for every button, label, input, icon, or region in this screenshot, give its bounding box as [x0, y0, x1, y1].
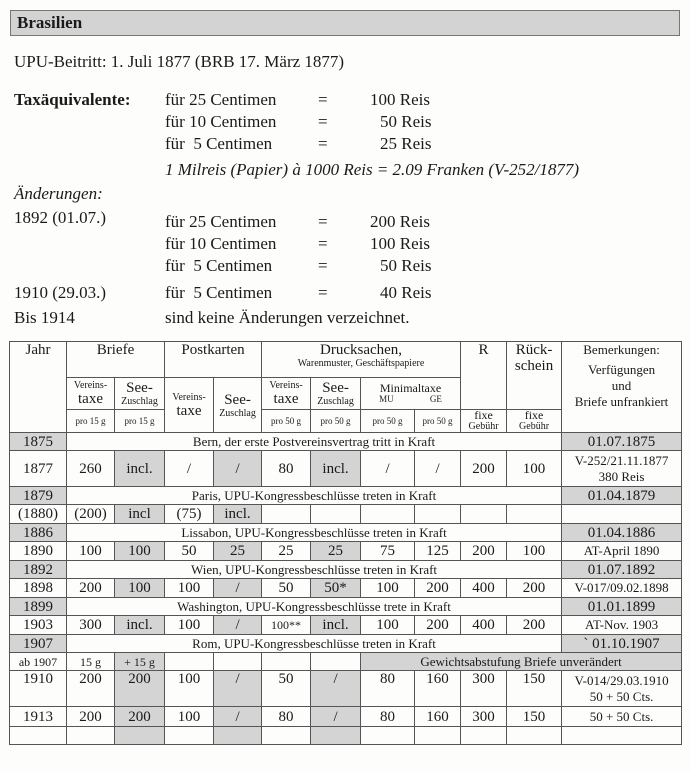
th-ge: GE [429, 394, 442, 404]
cell-bem: AT-April 1890 [562, 542, 682, 561]
until-label: Bis 1914 [14, 308, 75, 327]
cell-value: + 15 g [115, 653, 165, 671]
th-bemerkungen [562, 342, 682, 433]
th-rueck-1: Rück- [515, 342, 553, 358]
cell-value: 200 [507, 579, 562, 598]
cell-year: 1886 [10, 524, 67, 542]
cell-bem: 01.07.1892 [562, 561, 682, 579]
cell-value: / [311, 671, 361, 707]
th-r-fixe-2: Gebühr [468, 421, 499, 432]
th-drucksachen-title: Drucksachen, [320, 342, 403, 358]
cell-value: 100 [67, 542, 115, 561]
cell-empty [67, 727, 115, 745]
section-header [10, 10, 680, 36]
cell-value: 75 [361, 542, 415, 561]
cell-bem: 01.01.1899 [562, 598, 682, 616]
th-briefe: Briefe [67, 342, 165, 378]
th-r-fixe-1: fixe [474, 409, 493, 422]
th-pvt-1: Vereins- [172, 391, 206, 403]
cell-bem-1: V-252/21.11.1877 [574, 452, 669, 468]
th-rs-fixe-2: Gebühr [519, 421, 550, 432]
th-r-fixe [461, 410, 507, 433]
cell-value: incl. [115, 616, 165, 635]
cell-year: 1903 [10, 616, 67, 635]
th-bem-1: Bemerkungen: [583, 342, 660, 357]
cell-value: 80 [361, 671, 415, 707]
cell-value: 100 [507, 451, 562, 487]
change-val: 200 Reis [370, 212, 430, 231]
change-date: 1910 (29.03.) [14, 283, 107, 302]
cell-value: / [415, 451, 461, 487]
cell-value: 100 [165, 616, 214, 635]
cell-value: 80 [262, 451, 311, 487]
cell-empty [562, 727, 682, 745]
cell-value: 50 [262, 671, 311, 707]
th-mu: MU [379, 394, 394, 404]
table-row [10, 487, 682, 505]
th-pro15: pro 15 g [115, 410, 165, 433]
exchange-note: 1 Milreis (Papier) à 1000 Reis = 2.09 Franken (V-252/1877) [165, 160, 580, 179]
cell-value: 100 [507, 542, 562, 561]
th-minimaltaxe [361, 378, 461, 410]
cell-event: Lissabon, UPU-Kongressbeschlüsse treten in Kraft [67, 524, 562, 542]
tax-val: 50 Reis [380, 112, 432, 131]
table-row [10, 579, 682, 598]
cell-bem: 50 + 50 Cts. [562, 707, 682, 727]
cell-event: Rom, UPU-Kongressbeschlüsse treten in Kraft [67, 635, 562, 653]
tax-val: 100 Reis [370, 90, 430, 109]
cell-empty [562, 505, 682, 524]
table-row [10, 505, 682, 524]
cell-value: 50 [262, 579, 311, 598]
tax-label: Taxäquivalente: [14, 90, 131, 109]
th-bem-3: und [611, 378, 632, 393]
table-row [10, 635, 682, 653]
th-bem-2: Verfügungen [587, 362, 656, 377]
cell-value: 25 [214, 542, 262, 561]
change-val: 100 Reis [370, 234, 430, 253]
cell-empty [10, 727, 67, 745]
cell-event: Bern, der erste Postvereinsvertrag tritt in Kraft [67, 433, 562, 451]
th-pro50: pro 50 g [415, 410, 461, 433]
th-rueck-2: schein [514, 358, 554, 374]
change-fuer: für 25 Centimen [165, 212, 277, 231]
table-row [10, 727, 682, 745]
cell-value: 50* [311, 579, 361, 598]
cell-empty [262, 505, 311, 524]
change-val: 40 Reis [380, 283, 432, 302]
cell-year: 1910 [10, 671, 67, 707]
table-row [10, 707, 682, 727]
cell-year: 1899 [10, 598, 67, 616]
cell-value: 100 [165, 579, 214, 598]
cell-value: 50 [165, 542, 214, 561]
tax-val: 25 Reis [380, 134, 432, 153]
cell-value: incl. [115, 451, 165, 487]
th-bem-4: Briefe unfrankiert [574, 394, 669, 409]
cell-value: 200 [115, 707, 165, 727]
cell-value: 200 [67, 707, 115, 727]
postal-rates-table [9, 341, 682, 745]
cell-bem: 01.07.1875 [562, 433, 682, 451]
cell-value: / [214, 671, 262, 707]
cell-empty [311, 505, 361, 524]
cell-value: 25 [262, 542, 311, 561]
change-fuer: für 5 Centimen [165, 256, 273, 275]
table-row [10, 542, 682, 561]
cell-bem-1: V-014/29.03.1910 [574, 672, 669, 688]
th-postkarten: Postkarten [165, 342, 262, 378]
upu-entry: UPU-Beitritt: 1. Juli 1877 (BRB 17. März 1877) [14, 52, 345, 71]
th-pro50: pro 50 g [311, 410, 361, 433]
cell-value: / [214, 616, 262, 635]
th-ds-vereinstaxe [262, 378, 311, 410]
th-psz-2: Zuschlag [219, 407, 256, 419]
cell-bem [562, 451, 682, 487]
cell-bem: 01.04.1886 [562, 524, 682, 542]
th-rueckschein [507, 342, 562, 410]
th-pro50: pro 50 g [262, 410, 311, 433]
th-drucksachen-sub: Warenmuster, Geschäftspapiere [297, 358, 425, 369]
tax-eq: = [318, 134, 328, 153]
th-dsz-2: Zuschlag [317, 396, 354, 407]
tax-fuer: für 10 Centimen [165, 112, 277, 131]
cell-value: (75) [165, 505, 214, 524]
cell-year: 1879 [10, 487, 67, 505]
cell-value: / [214, 579, 262, 598]
table-row [10, 451, 682, 487]
th-pro15: pro 15 g [67, 410, 115, 433]
th-seezuschlag [115, 378, 165, 410]
cell-year: ab 1907 [10, 653, 67, 671]
th-pro50: pro 50 g [361, 410, 415, 433]
th-sz-2: Zuschlag [121, 396, 158, 407]
th-vt-2: taxe [78, 391, 103, 407]
change-val: 50 Reis [380, 256, 432, 275]
tax-fuer: für 5 Centimen [165, 134, 273, 153]
cell-event: Washington, UPU-Kongressbeschlüsse trete in Kraft [67, 598, 562, 616]
cell-value: 300 [461, 707, 507, 727]
cell-note: Gewichtsabstufung Briefe unverändert [361, 653, 682, 671]
th-rs-fixe-1: fixe [524, 409, 544, 422]
cell-value: 200 [415, 616, 461, 635]
cell-value: 100 [361, 616, 415, 635]
cell-bem: V-017/09.02.1898 [562, 579, 682, 598]
th-jahr: Jahr [10, 342, 67, 433]
cell-empty [165, 653, 214, 671]
cell-event: Wien, UPU-Kongressbeschlüsse treten in Kraft [67, 561, 562, 579]
cell-year: 1875 [10, 433, 67, 451]
table-row [10, 598, 682, 616]
cell-value: incl. [214, 505, 262, 524]
cell-bem-2: 380 Reis [598, 468, 645, 484]
cell-value: 150 [507, 671, 562, 707]
cell-value: (200) [67, 505, 115, 524]
cell-value: 200 [507, 616, 562, 635]
cell-value: 400 [461, 579, 507, 598]
cell-value: 100** [262, 616, 311, 635]
change-eq: = [318, 234, 328, 253]
th-rs-fixe [507, 410, 562, 433]
th-ds-seezuschlag [311, 378, 361, 410]
change-eq: = [318, 256, 328, 275]
cell-value: incl. [311, 451, 361, 487]
cell-empty [361, 505, 415, 524]
until-text: sind keine Änderungen verzeichnet. [165, 308, 410, 327]
th-pk-vereinstaxe [165, 378, 214, 433]
cell-value: / [165, 451, 214, 487]
cell-empty [361, 727, 415, 745]
cell-empty [415, 727, 461, 745]
cell-empty [214, 653, 262, 671]
table-row [10, 561, 682, 579]
table-row [10, 433, 682, 451]
tax-eq: = [318, 112, 328, 131]
cell-empty [311, 727, 361, 745]
cell-value: 80 [361, 707, 415, 727]
cell-value: 300 [461, 671, 507, 707]
tax-fuer: für 25 Centimen [165, 90, 277, 109]
change-fuer: für 5 Centimen [165, 283, 273, 302]
cell-value: / [214, 451, 262, 487]
cell-value: 25 [311, 542, 361, 561]
cell-value: 200 [67, 671, 115, 707]
th-min-1: Minimaltaxe [379, 381, 442, 395]
change-eq: = [318, 283, 328, 302]
cell-value: 300 [67, 616, 115, 635]
cell-value: 150 [507, 707, 562, 727]
th-vereinstaxe [67, 378, 115, 410]
cell-year: 1892 [10, 561, 67, 579]
change-date: 1892 (01.07.) [14, 208, 107, 227]
cell-empty [507, 505, 562, 524]
cell-empty [262, 653, 311, 671]
table-row [10, 616, 682, 635]
cell-value: / [214, 707, 262, 727]
cell-bem: AT-Nov. 1903 [562, 616, 682, 635]
cell-empty [262, 727, 311, 745]
cell-value: 100 [115, 542, 165, 561]
cell-empty [507, 727, 562, 745]
cell-bem-2: 50 + 50 Cts. [589, 688, 654, 704]
th-r: R [461, 342, 507, 410]
change-fuer: für 10 Centimen [165, 234, 277, 253]
cell-bem: 01.04.1879 [562, 487, 682, 505]
cell-value: 400 [461, 616, 507, 635]
cell-value: incl [115, 505, 165, 524]
cell-empty [461, 727, 507, 745]
cell-value: 100 [361, 579, 415, 598]
th-dvt-1: Vereins- [269, 380, 303, 391]
cell-empty [415, 505, 461, 524]
th-psz-1: See- [224, 391, 251, 408]
th-pk-seezuschlag [214, 378, 262, 433]
cell-value: / [361, 451, 415, 487]
cell-value: 100 [165, 707, 214, 727]
cell-value: 100 [115, 579, 165, 598]
cell-value: 260 [67, 451, 115, 487]
th-drucksachen [262, 342, 461, 378]
table-row [10, 653, 682, 671]
cell-year: 1877 [10, 451, 67, 487]
table-row [10, 524, 682, 542]
cell-bem: ` 01.10.1907 [562, 635, 682, 653]
cell-year: 1907 [10, 635, 67, 653]
cell-year: (1880) [10, 505, 67, 524]
cell-value: 200 [461, 542, 507, 561]
cell-empty [214, 727, 262, 745]
cell-year: 1913 [10, 707, 67, 727]
th-vt-1: Vereins- [73, 380, 108, 391]
cell-year: 1890 [10, 542, 67, 561]
th-sz-1: See- [126, 380, 153, 396]
cell-year: 1898 [10, 579, 67, 598]
cell-value: 200 [415, 579, 461, 598]
cell-bem [562, 671, 682, 707]
cell-value: 160 [415, 671, 461, 707]
cell-value: 200 [461, 451, 507, 487]
cell-empty [115, 727, 165, 745]
cell-value: 125 [415, 542, 461, 561]
cell-value: 80 [262, 707, 311, 727]
cell-value: 200 [115, 671, 165, 707]
cell-empty [461, 505, 507, 524]
cell-value: / [311, 707, 361, 727]
cell-value: 200 [67, 579, 115, 598]
cell-value: 160 [415, 707, 461, 727]
cell-value: incl. [311, 616, 361, 635]
cell-value: 15 g [67, 653, 115, 671]
cell-empty [311, 653, 361, 671]
th-dsz-1: See- [322, 380, 349, 396]
table-row [10, 671, 682, 707]
cell-value: 100 [165, 671, 214, 707]
cell-event: Paris, UPU-Kongressbeschlüsse treten in Kraft [67, 487, 562, 505]
country-title: Brasilien [17, 13, 83, 32]
th-pvt-2: taxe [176, 402, 202, 419]
cell-empty [165, 727, 214, 745]
changes-label: Änderungen: [14, 184, 103, 203]
change-eq: = [318, 212, 328, 231]
tax-eq: = [318, 90, 328, 109]
th-dvt-2: taxe [273, 391, 299, 407]
